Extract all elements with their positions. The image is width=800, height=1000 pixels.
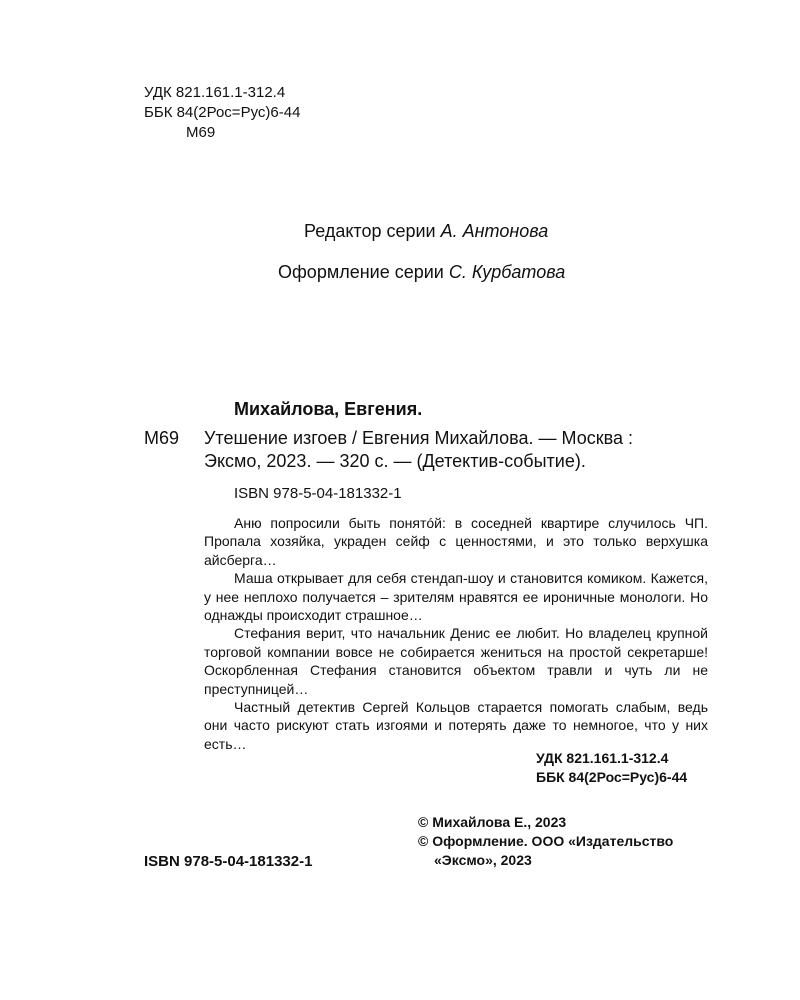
series-editor-credit: [304, 221, 548, 242]
series-design-credit: [278, 262, 565, 283]
series-editor-label: Редактор серии: [304, 221, 436, 241]
classification-block: [144, 83, 300, 143]
series-design-label: Оформление серии: [278, 262, 444, 282]
record-isbn: ISBN 978-5-04-181332-1: [234, 485, 402, 502]
isbn-bottom: ISBN 978-5-04-181332-1: [144, 853, 313, 870]
right-udk-code: УДК 821.161.1-312.4: [536, 750, 669, 766]
series-editor-name: А. Антонова: [440, 221, 549, 241]
copyright-design: © Оформление. ООО «Издательство: [418, 833, 674, 849]
record-author-mark: М69: [144, 428, 180, 448]
copyright-publisher: «Эксмо», 2023: [434, 852, 532, 868]
udk-code: УДК 821.161.1-312.4: [144, 84, 286, 101]
right-bbk-code: ББК 84(2Рос=Рус)6-44: [536, 769, 688, 785]
annotation-paragraph: Частный детектив Сергей Кольцов старается помогать слабым, ведь они часто рискуют стать изгоями и потерять даже то немногое, что у них есть…: [204, 699, 708, 752]
record-author: Михайлова, Евгения.: [234, 399, 423, 419]
record-title-line-2: Эксмо, 2023. — 320 с. — (Детектив-событие).: [204, 451, 586, 471]
bbk-code: ББК 84(2Рос=Рус)6-44: [144, 104, 301, 121]
annotation-paragraph: Аню попросили быть понятóй: в соседней квартире случилось ЧП. Пропала хозяйка, украден сейф с ценностями, и это только верхушка айсберга…: [204, 515, 708, 568]
copyright-author: © Михайлова Е., 2023: [418, 814, 567, 830]
annotation: [204, 514, 708, 753]
annotation-paragraph: Маша открывает для себя стендап-шоу и становится комиком. Кажется, у нее неплохо получается – зрителям нравятся ее ироничные монологи. Но однажды происходит страшное…: [204, 570, 708, 624]
series-design-name: С. Курбатова: [448, 262, 566, 282]
author-mark: М69: [186, 124, 216, 141]
annotation-paragraph: Стефания верит, что начальник Денис ее любит. Но владелец крупной торговой компании вовсе не собирается жениться на простой секретарше! Оскорбленная Стефания становится объектом травли и чуть ли не преступницей…: [204, 625, 708, 697]
record-title-line-1: Утешение изгоев / Евгения Михайлова. — Москва :: [204, 428, 633, 448]
